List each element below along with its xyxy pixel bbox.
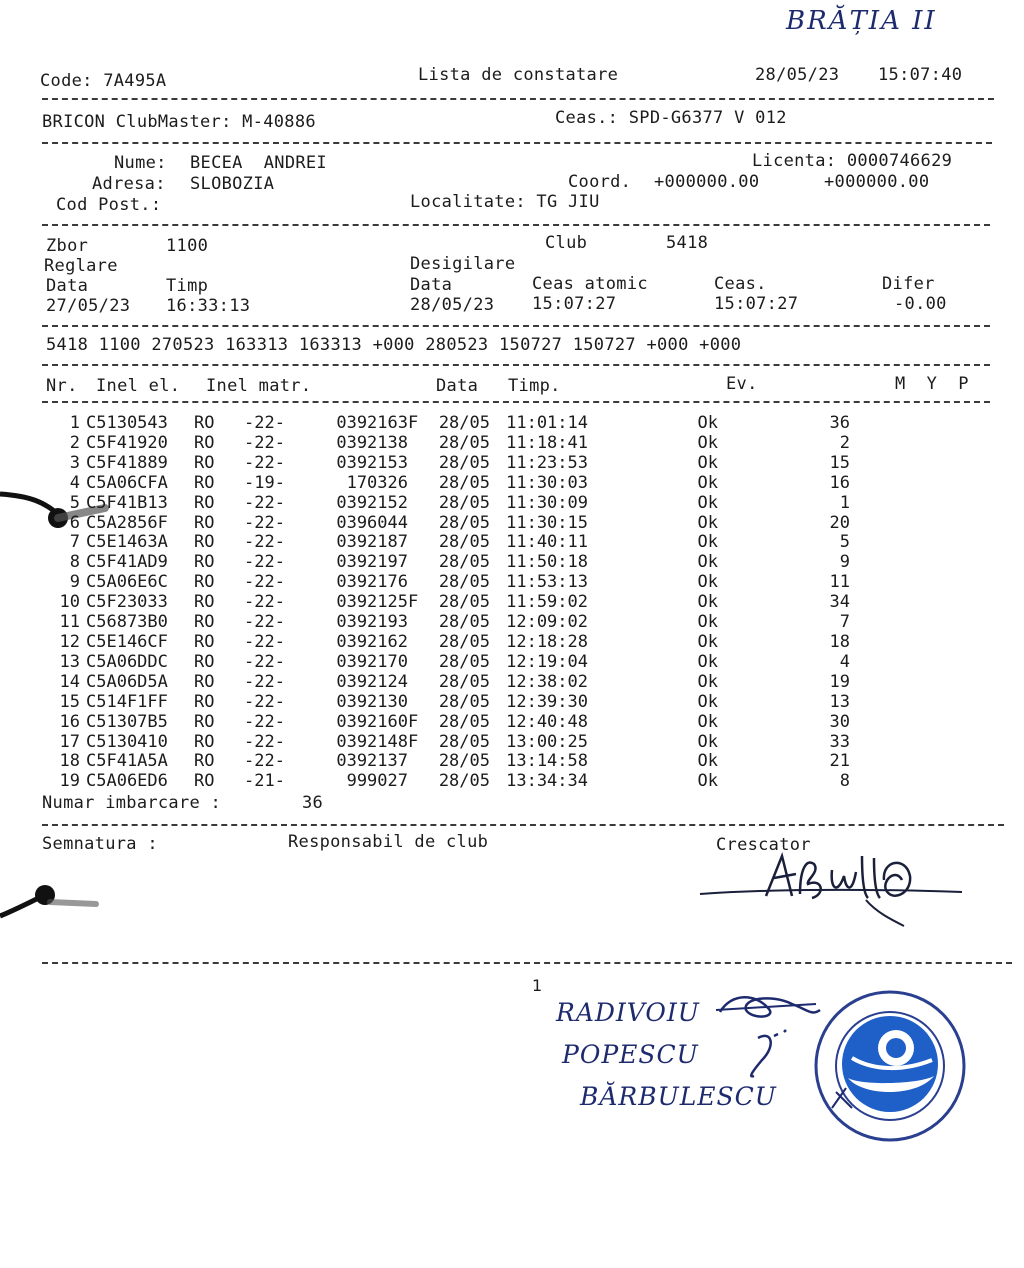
table-row xyxy=(42,633,850,653)
ring-country: RO xyxy=(194,592,215,613)
ring-year: -21- xyxy=(244,771,285,792)
ring-number: 0392170 xyxy=(336,651,408,672)
ring-country: RO xyxy=(194,432,215,453)
ring-country: RO xyxy=(194,651,215,672)
coord-x: +000000.00 xyxy=(654,172,760,192)
arrival-time: 11:53:13 xyxy=(506,572,588,593)
ring-year: -22- xyxy=(244,413,285,433)
arrival-time: 11:40:11 xyxy=(506,532,588,553)
position: 15 xyxy=(829,452,850,473)
arrival-date: 28/05 xyxy=(438,512,490,533)
handwritten-name-2: POPESCU xyxy=(562,1040,699,1069)
owner-address: SLOBOZIA xyxy=(190,174,275,194)
col-timp: Timp. xyxy=(508,376,561,396)
row-number: 11 xyxy=(59,612,80,633)
row-number: 13 xyxy=(59,651,80,672)
club-stamp xyxy=(812,988,968,1144)
table-row xyxy=(42,733,850,753)
desigilare-label: Desigilare xyxy=(410,254,516,274)
arrival-date: 28/05 xyxy=(438,592,490,613)
arrival-time: 12:19:04 xyxy=(506,651,588,672)
position: 2 xyxy=(839,432,850,453)
club-responsible-label: Responsabil de club xyxy=(288,832,489,852)
arrival-time: 13:34:34 xyxy=(506,771,588,792)
event-status: Ok xyxy=(697,492,718,513)
row-number: 4 xyxy=(69,472,80,493)
ring-number: 170326 xyxy=(346,472,408,493)
event-status: Ok xyxy=(697,612,718,633)
clock-id: Ceas.: SPD-G6377 V 012 xyxy=(555,108,787,128)
results-table xyxy=(42,414,850,792)
ring-electronic: C5A06CFA xyxy=(86,472,168,493)
position: 20 xyxy=(829,512,850,533)
table-row xyxy=(42,653,850,673)
ring-electronic: C5130410 xyxy=(86,731,168,752)
ring-country: RO xyxy=(194,532,215,553)
arrival-time: 12:40:48 xyxy=(506,711,588,732)
table-row xyxy=(42,533,850,553)
divider xyxy=(42,962,1012,964)
summary-line: 5418 1100 270523 163313 163313 +000 280523 150727 150727 +000 +000 xyxy=(46,335,742,355)
arrival-time: 12:18:28 xyxy=(506,631,588,652)
divider xyxy=(42,364,990,366)
table-row xyxy=(42,693,850,713)
coord-label: Coord. xyxy=(568,172,632,192)
handwritten-name-1: RADIVOIU xyxy=(556,998,700,1027)
ring-country: RO xyxy=(194,413,215,433)
row-number: 1 xyxy=(69,413,80,433)
col-data: Data xyxy=(436,376,479,396)
ring-flag xyxy=(408,693,420,713)
divider xyxy=(42,325,990,327)
reglare-time-label: Timp xyxy=(166,276,209,296)
owner-name: BECEA ANDREI xyxy=(190,153,327,173)
table-row xyxy=(42,553,850,573)
ring-electronic: C5A2856F xyxy=(86,512,168,533)
ring-number: 0392125 xyxy=(336,592,408,613)
breeder-label: Crescator xyxy=(716,835,811,855)
ring-year: -22- xyxy=(244,751,285,772)
ring-number: 0396044 xyxy=(336,512,408,533)
row-number: 10 xyxy=(59,592,80,613)
binder-clip-bottom xyxy=(0,880,100,926)
ring-number: 0392138 xyxy=(336,432,408,453)
desigilare-date-label: Data xyxy=(410,275,453,295)
arrival-date: 28/05 xyxy=(438,612,490,633)
position: 8 xyxy=(839,771,850,792)
event-status: Ok xyxy=(697,731,718,752)
ring-country: RO xyxy=(194,492,215,513)
ring-flag xyxy=(408,553,420,573)
event-status: Ok xyxy=(697,671,718,692)
reglare-time: 16:33:13 xyxy=(166,296,251,316)
code-label: Code: 7A495A xyxy=(40,71,167,91)
arrival-time: 13:14:58 xyxy=(506,751,588,772)
ring-country: RO xyxy=(194,691,215,712)
arrival-time: 11:30:15 xyxy=(506,512,588,533)
ring-flag xyxy=(408,613,420,633)
event-status: Ok xyxy=(697,552,718,573)
position: 19 xyxy=(829,671,850,692)
ring-year: -22- xyxy=(244,711,285,732)
table-row xyxy=(42,752,850,772)
ring-country: RO xyxy=(194,711,215,732)
coord-y: +000000.00 xyxy=(824,172,930,192)
position: 33 xyxy=(829,731,850,752)
ring-year: -22- xyxy=(244,612,285,633)
row-number: 17 xyxy=(59,731,80,752)
row-number: 15 xyxy=(59,691,80,712)
ring-number: 0392153 xyxy=(336,452,408,473)
ring-flag xyxy=(408,533,420,553)
ring-country: RO xyxy=(194,731,215,752)
boarding-count: 36 xyxy=(302,793,324,813)
col-inel-matr: Inel matr. xyxy=(206,376,312,396)
event-status: Ok xyxy=(697,472,718,493)
event-status: Ok xyxy=(697,512,718,533)
row-number: 6 xyxy=(69,512,80,533)
ring-electronic: C5E1463A xyxy=(86,532,168,553)
table-row xyxy=(42,613,850,633)
position: 13 xyxy=(829,691,850,712)
address-label: Adresa: xyxy=(92,174,166,194)
event-status: Ok xyxy=(697,751,718,772)
event-status: Ok xyxy=(697,771,718,792)
ring-number: 0392163 xyxy=(336,413,408,433)
row-number: 5 xyxy=(69,492,80,513)
position: 5 xyxy=(839,532,850,553)
table-row xyxy=(42,434,850,454)
ring-flag xyxy=(408,514,420,534)
ring-number: 0392130 xyxy=(336,691,408,712)
ring-number: 0392124 xyxy=(336,671,408,692)
ring-year: -22- xyxy=(244,532,285,553)
table-row xyxy=(42,573,850,593)
postcode-label: Cod Post.: xyxy=(56,195,162,215)
ring-electronic: C5F41B13 xyxy=(86,492,168,513)
difference-label: Difer xyxy=(882,274,935,294)
ring-electronic: C5A06D5A xyxy=(86,671,168,692)
clock-label: Ceas. xyxy=(714,274,767,294)
arrival-date: 28/05 xyxy=(438,711,490,732)
col-ev: Ev. xyxy=(726,374,758,394)
ring-year: -22- xyxy=(244,432,285,453)
arrival-date: 28/05 xyxy=(438,572,490,593)
ring-flag xyxy=(408,494,420,514)
arrival-date: 28/05 xyxy=(438,671,490,692)
event-status: Ok xyxy=(697,651,718,672)
club-value: 5418 xyxy=(666,233,709,253)
ring-flag xyxy=(408,434,420,454)
arrival-date: 28/05 xyxy=(438,492,490,513)
position: 30 xyxy=(829,711,850,732)
ring-electronic: C5F41920 xyxy=(86,432,168,453)
row-number: 9 xyxy=(69,572,80,593)
row-number: 14 xyxy=(59,671,80,692)
ring-electronic: C5E146CF xyxy=(86,631,168,652)
handwritten-name-3: BĂRBULESCU xyxy=(580,1082,777,1111)
ring-year: -22- xyxy=(244,572,285,593)
divider xyxy=(42,401,990,403)
arrival-time: 11:01:14 xyxy=(506,413,588,433)
clock-time: 15:07:27 xyxy=(714,294,799,314)
ring-flag xyxy=(408,474,420,494)
table-row xyxy=(42,514,850,534)
difference-value: -0.00 xyxy=(894,294,947,314)
divider xyxy=(42,98,994,100)
arrival-time: 11:50:18 xyxy=(506,552,588,573)
row-number: 16 xyxy=(59,711,80,732)
ring-number: 999027 xyxy=(346,771,408,792)
table-row xyxy=(42,454,850,474)
ring-country: RO xyxy=(194,552,215,573)
position: 34 xyxy=(829,592,850,613)
ring-year: -22- xyxy=(244,691,285,712)
ring-number: 0392160 xyxy=(336,711,408,732)
event-status: Ok xyxy=(697,452,718,473)
zbor-label: Zbor xyxy=(46,236,89,256)
arrival-time: 12:38:02 xyxy=(506,671,588,692)
table-row xyxy=(42,593,850,613)
row-number: 8 xyxy=(69,552,80,573)
col-inel-el: Inel el. xyxy=(96,376,181,396)
arrival-date: 28/05 xyxy=(438,472,490,493)
zbor-value: 1100 xyxy=(166,236,209,256)
event-status: Ok xyxy=(697,413,718,433)
position: 36 xyxy=(829,413,850,433)
row-number: 12 xyxy=(59,631,80,652)
position: 16 xyxy=(829,472,850,493)
ring-electronic: C5F41A5A xyxy=(86,751,168,772)
event-status: Ok xyxy=(697,432,718,453)
row-number: 3 xyxy=(69,452,80,473)
ring-electronic: C5A06DDC xyxy=(86,651,168,672)
ring-flag xyxy=(408,752,420,772)
license-number: Licenta: 0000746629 xyxy=(752,151,953,171)
ring-electronic: C51307B5 xyxy=(86,711,168,732)
ring-number: 0392152 xyxy=(336,492,408,513)
col-myp: M Y P xyxy=(895,374,969,394)
ring-flag xyxy=(408,772,420,792)
row-number: 7 xyxy=(69,532,80,553)
ring-flag xyxy=(408,673,420,693)
ring-country: RO xyxy=(194,452,215,473)
ring-flag xyxy=(408,573,420,593)
ring-year: -22- xyxy=(244,552,285,573)
ring-flag xyxy=(408,633,420,653)
ring-flag: F xyxy=(408,731,419,752)
arrival-date: 28/05 xyxy=(438,731,490,752)
page-number: 1 xyxy=(532,976,543,995)
desigilare-date: 28/05/23 xyxy=(410,295,495,315)
ring-flag xyxy=(408,454,420,474)
table-row xyxy=(42,673,850,693)
position: 1 xyxy=(839,492,850,513)
event-status: Ok xyxy=(697,572,718,593)
ring-number: 0392193 xyxy=(336,612,408,633)
position: 18 xyxy=(829,631,850,652)
position: 11 xyxy=(829,572,850,593)
table-row xyxy=(42,414,850,434)
event-status: Ok xyxy=(697,631,718,652)
signature-label: Semnatura : xyxy=(42,834,158,854)
ring-country: RO xyxy=(194,771,215,792)
arrival-date: 28/05 xyxy=(438,452,490,473)
arrival-date: 28/05 xyxy=(438,651,490,672)
ring-electronic: C5A06E6C xyxy=(86,572,168,593)
arrival-time: 13:00:25 xyxy=(506,731,588,752)
ring-year: -22- xyxy=(244,592,285,613)
reglare-label: Reglare xyxy=(44,256,118,276)
arrival-time: 12:39:30 xyxy=(506,691,588,712)
document-title: Lista de constatare xyxy=(418,65,619,85)
ring-year: -19- xyxy=(244,472,285,493)
position: 9 xyxy=(839,552,850,573)
ring-country: RO xyxy=(194,671,215,692)
ring-country: RO xyxy=(194,512,215,533)
ring-year: -22- xyxy=(244,452,285,473)
ring-flag xyxy=(408,653,420,673)
ring-year: -22- xyxy=(244,651,285,672)
arrival-time: 12:09:02 xyxy=(506,612,588,633)
event-status: Ok xyxy=(697,592,718,613)
divider xyxy=(42,824,1004,826)
name-label: Nume: xyxy=(114,153,167,173)
position: 7 xyxy=(839,612,850,633)
arrival-time: 11:18:41 xyxy=(506,432,588,453)
arrival-date: 28/05 xyxy=(438,432,490,453)
ring-country: RO xyxy=(194,472,215,493)
ring-number: 0392187 xyxy=(336,532,408,553)
event-status: Ok xyxy=(697,532,718,553)
header-date: 28/05/23 xyxy=(755,65,840,85)
ring-number: 0392176 xyxy=(336,572,408,593)
row-number: 18 xyxy=(59,751,80,772)
table-row xyxy=(42,494,850,514)
position: 4 xyxy=(839,651,850,672)
ring-country: RO xyxy=(194,612,215,633)
arrival-date: 28/05 xyxy=(438,691,490,712)
divider xyxy=(42,224,990,226)
header-time: 15:07:40 xyxy=(878,65,963,85)
divider xyxy=(42,142,992,144)
club-label: Club xyxy=(545,233,588,253)
row-number: 2 xyxy=(69,432,80,453)
ring-number: 0392162 xyxy=(336,631,408,652)
ring-country: RO xyxy=(194,751,215,772)
arrival-date: 28/05 xyxy=(438,532,490,553)
event-status: Ok xyxy=(697,691,718,712)
ring-electronic: C514F1FF xyxy=(86,691,168,712)
arrival-time: 11:30:09 xyxy=(506,492,588,513)
reglare-date-label: Data xyxy=(46,276,89,296)
ring-country: RO xyxy=(194,572,215,593)
locality: Localitate: TG JIU xyxy=(410,192,600,212)
atomic-clock-label: Ceas atomic xyxy=(532,274,648,294)
ring-year: -22- xyxy=(244,731,285,752)
arrival-date: 28/05 xyxy=(438,751,490,772)
ring-electronic: C5F23033 xyxy=(86,592,168,613)
arrival-date: 28/05 xyxy=(438,771,490,792)
table-row xyxy=(42,772,850,792)
ring-flag: F xyxy=(408,711,419,732)
ring-year: -22- xyxy=(244,512,285,533)
breeder-signature xyxy=(696,850,966,930)
ring-year: -22- xyxy=(244,631,285,652)
arrival-date: 28/05 xyxy=(438,413,490,433)
ring-electronic: C5A06ED6 xyxy=(86,771,168,792)
arrival-time: 11:23:53 xyxy=(506,452,588,473)
arrival-time: 11:30:03 xyxy=(506,472,588,493)
ring-flag: F xyxy=(408,592,419,613)
position: 21 xyxy=(829,751,850,772)
boarding-count-label: Numar imbarcare : xyxy=(42,793,222,813)
ring-number: 0392148 xyxy=(336,731,408,752)
ring-electronic: C5F41AD9 xyxy=(86,552,168,573)
table-row xyxy=(42,474,850,494)
arrival-date: 28/05 xyxy=(438,552,490,573)
ring-number: 0392137 xyxy=(336,751,408,772)
ring-electronic: C56873B0 xyxy=(86,612,168,633)
arrival-date: 28/05 xyxy=(438,631,490,652)
ring-year: -22- xyxy=(244,492,285,513)
ring-electronic: C5130543 xyxy=(86,413,168,433)
ring-flag: F xyxy=(408,413,419,433)
ring-number: 0392197 xyxy=(336,552,408,573)
atomic-time: 15:07:27 xyxy=(532,294,617,314)
clubmaster-device: BRICON ClubMaster: M-40886 xyxy=(42,112,316,132)
ring-electronic: C5F41889 xyxy=(86,452,168,473)
event-status: Ok xyxy=(697,711,718,732)
handwritten-note-top: BRĂȚIA II xyxy=(786,6,937,36)
col-nr: Nr. xyxy=(46,376,78,396)
table-row xyxy=(42,713,850,733)
ring-year: -22- xyxy=(244,671,285,692)
row-number: 19 xyxy=(59,771,80,792)
ring-country: RO xyxy=(194,631,215,652)
arrival-time: 11:59:02 xyxy=(506,592,588,613)
reglare-date: 27/05/23 xyxy=(46,296,131,316)
